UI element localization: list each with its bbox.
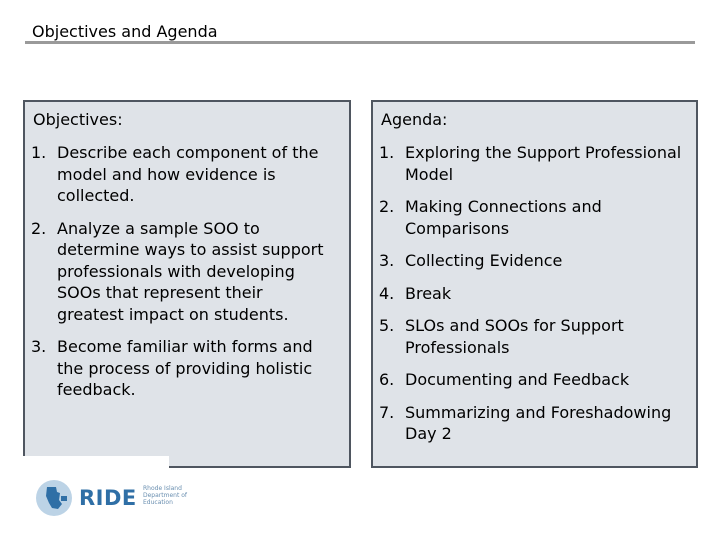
item-text: Making Connections and Comparisons [405, 197, 602, 238]
item-text: Describe each component of the model and how evidence is collected. [57, 143, 319, 205]
item-number: 3. [31, 337, 47, 356]
logo-wordmark: RIDE [79, 486, 137, 510]
item-text: Summarizing and Foreshadowing Day 2 [405, 402, 672, 443]
agenda-heading: Agenda: [381, 110, 448, 129]
objective-item [31, 336, 333, 401]
agenda-item [379, 142, 684, 185]
slide-title: Objectives and Agenda [32, 22, 218, 41]
item-number: 4. [379, 283, 395, 303]
item-number: 1. [31, 143, 47, 162]
item-text: Collecting Evidence [405, 251, 563, 270]
ride-logo [23, 456, 187, 540]
agenda-item [379, 196, 684, 239]
agenda-panel [371, 100, 698, 468]
agenda-item [379, 369, 684, 391]
objectives-panel [23, 100, 351, 468]
item-number: 2. [31, 218, 47, 238]
objective-item [31, 142, 333, 207]
agenda-item [379, 402, 684, 445]
title-divider [25, 41, 695, 44]
logo-subtitle: Rhode Island Department of Education [143, 485, 187, 506]
agenda-item [379, 315, 684, 358]
objectives-heading: Objectives: [33, 110, 123, 129]
item-text: Documenting and Feedback [405, 370, 630, 389]
objective-item [31, 218, 333, 326]
objectives-list [31, 142, 333, 412]
rhode-island-map-icon [34, 478, 74, 518]
agenda-list [379, 142, 684, 456]
agenda-item [379, 250, 684, 272]
item-number: 7. [379, 402, 395, 422]
agenda-item [379, 283, 684, 305]
item-number: 6. [379, 370, 395, 389]
item-text: Analyze a sample SOO to determine ways to assist support professionals with developing SOOs that represent their greatest impact on students. [57, 218, 324, 324]
item-number: 1. [379, 143, 395, 162]
item-text: Exploring the Support Professional Model [405, 143, 682, 184]
item-number: 2. [379, 197, 395, 216]
item-number: 3. [379, 251, 395, 270]
item-text: SLOs and SOOs for Support Professionals [405, 316, 624, 357]
item-number: 5. [379, 316, 395, 335]
item-text: Break [405, 283, 452, 303]
item-text: Become familiar with forms and the process of providing holistic feedback. [57, 337, 313, 399]
